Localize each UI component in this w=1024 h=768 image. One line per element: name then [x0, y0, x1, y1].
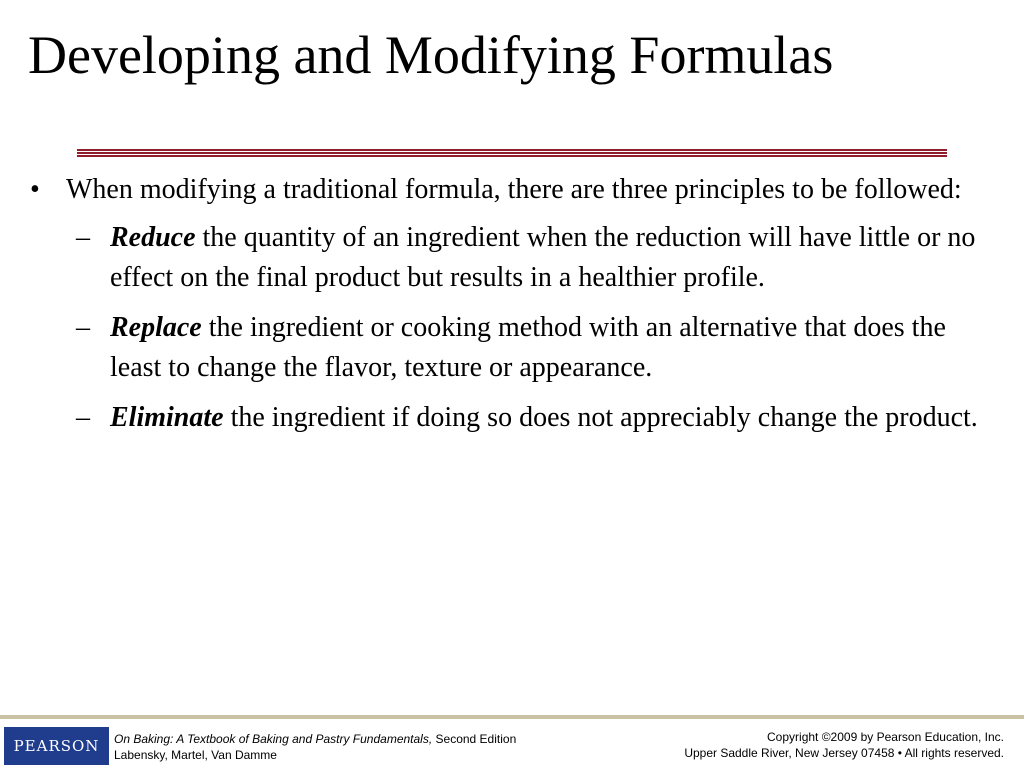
slide-content	[0, 170, 1024, 448]
principle-reduce-text: the quantity of an ingredient when the reduction will have little or no effect on the final product but results in a healthier profile.	[110, 222, 976, 293]
principle-replace	[76, 308, 1000, 388]
sub-bullet-marker: –	[76, 402, 90, 433]
keyword-eliminate: Eliminate	[110, 402, 224, 433]
main-bullet-text: When modifying a traditional formula, there are three principles to be followed:	[66, 174, 962, 205]
footer-divider	[0, 715, 1024, 719]
book-authors: Labensky, Martel, Van Damme	[114, 748, 277, 762]
title-divider	[77, 149, 947, 158]
address-line: Upper Saddle River, New Jersey 07458 • All rights reserved.	[684, 746, 1004, 760]
principle-eliminate-text: the ingredient if doing so does not appreciably change the product.	[223, 402, 978, 433]
pearson-logo-text: PEARSON	[13, 737, 100, 755]
pearson-logo	[4, 727, 109, 765]
copyright-line: Copyright ©2009 by Pearson Education, Inc.	[767, 730, 1004, 744]
principle-eliminate	[76, 398, 1000, 438]
principle-reduce	[76, 218, 1000, 298]
footer-copyright	[684, 729, 1004, 761]
book-edition: Second Edition	[432, 732, 517, 746]
keyword-reduce: Reduce	[110, 222, 196, 253]
sub-bullet-marker: –	[76, 312, 90, 343]
bullet-marker: •	[30, 174, 40, 205]
footer-book-info	[114, 731, 516, 763]
slide-title: Developing and Modifying Formulas	[28, 25, 834, 85]
sub-bullet-marker: –	[76, 222, 90, 253]
main-bullet	[30, 170, 984, 210]
keyword-replace: Replace	[110, 312, 202, 343]
book-title-line	[114, 731, 516, 747]
principle-replace-text: the ingredient or cooking method with an alternative that does the least to change the flavor, texture or appearance.	[110, 312, 946, 383]
book-title: On Baking: A Textbook of Baking and Pastry Fundamentals,	[114, 732, 433, 746]
principles-list	[0, 218, 1024, 438]
